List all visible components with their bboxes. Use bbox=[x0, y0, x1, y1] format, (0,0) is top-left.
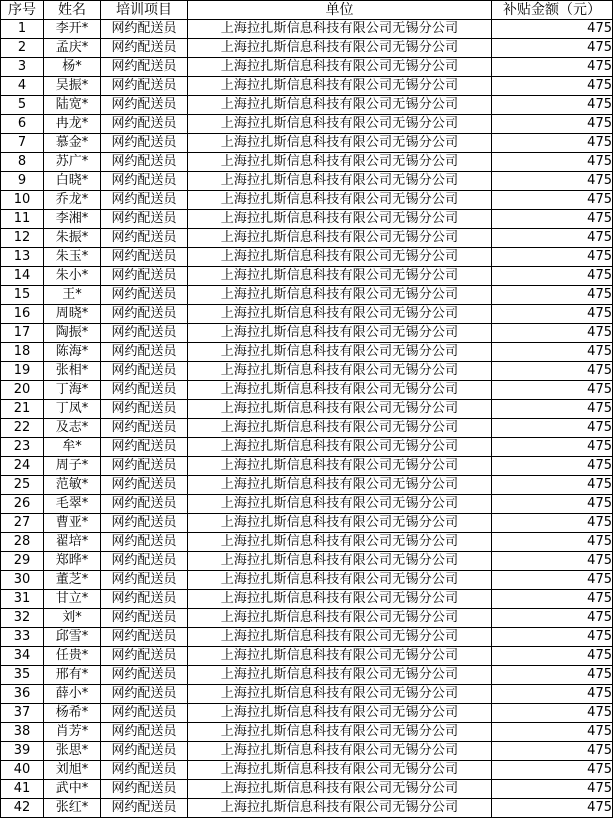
row-training-item: 网约配送员 bbox=[101, 115, 188, 134]
row-number: 4 bbox=[1, 77, 44, 96]
row-name: 冉龙* bbox=[44, 115, 101, 134]
table-row bbox=[1, 58, 613, 77]
row-training-item: 网约配送员 bbox=[101, 210, 188, 229]
row-unit: 上海拉扎斯信息科技有限公司无锡分公司 bbox=[188, 400, 492, 419]
table-row bbox=[1, 628, 613, 647]
table-row bbox=[1, 761, 613, 780]
row-name: 甘立* bbox=[44, 590, 101, 609]
header-item: 培训项目 bbox=[101, 1, 188, 20]
row-amount: 475 bbox=[492, 20, 613, 39]
row-training-item: 网约配送员 bbox=[101, 172, 188, 191]
row-unit: 上海拉扎斯信息科技有限公司无锡分公司 bbox=[188, 286, 492, 305]
row-training-item: 网约配送员 bbox=[101, 533, 188, 552]
row-name: 郑晔* bbox=[44, 552, 101, 571]
row-amount: 475 bbox=[492, 115, 613, 134]
table-row bbox=[1, 419, 613, 438]
row-name: 任贵* bbox=[44, 647, 101, 666]
row-unit: 上海拉扎斯信息科技有限公司无锡分公司 bbox=[188, 647, 492, 666]
row-amount: 475 bbox=[492, 628, 613, 647]
row-training-item: 网约配送员 bbox=[101, 685, 188, 704]
row-name: 毛翠* bbox=[44, 495, 101, 514]
row-unit: 上海拉扎斯信息科技有限公司无锡分公司 bbox=[188, 590, 492, 609]
row-unit: 上海拉扎斯信息科技有限公司无锡分公司 bbox=[188, 210, 492, 229]
table-row bbox=[1, 400, 613, 419]
row-unit: 上海拉扎斯信息科技有限公司无锡分公司 bbox=[188, 533, 492, 552]
row-training-item: 网约配送员 bbox=[101, 134, 188, 153]
row-number: 14 bbox=[1, 267, 44, 286]
table-row bbox=[1, 704, 613, 723]
row-name: 肖芳* bbox=[44, 723, 101, 742]
row-name: 王* bbox=[44, 286, 101, 305]
row-unit: 上海拉扎斯信息科技有限公司无锡分公司 bbox=[188, 343, 492, 362]
row-name: 牟* bbox=[44, 438, 101, 457]
row-number: 23 bbox=[1, 438, 44, 457]
header-no: 序号 bbox=[1, 1, 44, 20]
table-body bbox=[1, 20, 613, 818]
row-amount: 475 bbox=[492, 324, 613, 343]
row-unit: 上海拉扎斯信息科技有限公司无锡分公司 bbox=[188, 704, 492, 723]
row-unit: 上海拉扎斯信息科技有限公司无锡分公司 bbox=[188, 761, 492, 780]
row-amount: 475 bbox=[492, 134, 613, 153]
row-training-item: 网约配送员 bbox=[101, 799, 188, 818]
table-row bbox=[1, 20, 613, 39]
row-training-item: 网约配送员 bbox=[101, 666, 188, 685]
row-number: 37 bbox=[1, 704, 44, 723]
row-training-item: 网约配送员 bbox=[101, 495, 188, 514]
row-amount: 475 bbox=[492, 476, 613, 495]
table-row bbox=[1, 248, 613, 267]
row-name: 张红* bbox=[44, 799, 101, 818]
row-name: 丁凤* bbox=[44, 400, 101, 419]
row-training-item: 网约配送员 bbox=[101, 609, 188, 628]
row-name: 张相* bbox=[44, 362, 101, 381]
row-unit: 上海拉扎斯信息科技有限公司无锡分公司 bbox=[188, 571, 492, 590]
row-training-item: 网约配送员 bbox=[101, 58, 188, 77]
row-amount: 475 bbox=[492, 96, 613, 115]
row-name: 朱小* bbox=[44, 267, 101, 286]
row-name: 李开* bbox=[44, 20, 101, 39]
table-row bbox=[1, 666, 613, 685]
row-amount: 475 bbox=[492, 533, 613, 552]
row-number: 38 bbox=[1, 723, 44, 742]
row-name: 周子* bbox=[44, 457, 101, 476]
row-number: 1 bbox=[1, 20, 44, 39]
row-name: 杨* bbox=[44, 58, 101, 77]
row-amount: 475 bbox=[492, 305, 613, 324]
header-name: 姓名 bbox=[44, 1, 101, 20]
row-unit: 上海拉扎斯信息科技有限公司无锡分公司 bbox=[188, 457, 492, 476]
row-name: 吴振* bbox=[44, 77, 101, 96]
row-amount: 475 bbox=[492, 419, 613, 438]
table-row bbox=[1, 343, 613, 362]
row-training-item: 网约配送员 bbox=[101, 324, 188, 343]
row-amount: 475 bbox=[492, 666, 613, 685]
row-training-item: 网约配送员 bbox=[101, 381, 188, 400]
row-amount: 475 bbox=[492, 514, 613, 533]
row-unit: 上海拉扎斯信息科技有限公司无锡分公司 bbox=[188, 172, 492, 191]
row-amount: 475 bbox=[492, 799, 613, 818]
row-name: 周晓* bbox=[44, 305, 101, 324]
table-row bbox=[1, 514, 613, 533]
row-training-item: 网约配送员 bbox=[101, 571, 188, 590]
row-unit: 上海拉扎斯信息科技有限公司无锡分公司 bbox=[188, 20, 492, 39]
row-number: 33 bbox=[1, 628, 44, 647]
row-training-item: 网约配送员 bbox=[101, 20, 188, 39]
row-amount: 475 bbox=[492, 685, 613, 704]
row-number: 34 bbox=[1, 647, 44, 666]
table-row bbox=[1, 134, 613, 153]
row-unit: 上海拉扎斯信息科技有限公司无锡分公司 bbox=[188, 780, 492, 799]
row-training-item: 网约配送员 bbox=[101, 400, 188, 419]
table-row bbox=[1, 381, 613, 400]
table-row bbox=[1, 647, 613, 666]
row-amount: 475 bbox=[492, 647, 613, 666]
row-amount: 475 bbox=[492, 191, 613, 210]
table-row bbox=[1, 476, 613, 495]
row-unit: 上海拉扎斯信息科技有限公司无锡分公司 bbox=[188, 495, 492, 514]
row-number: 27 bbox=[1, 514, 44, 533]
table-row bbox=[1, 742, 613, 761]
row-name: 陈海* bbox=[44, 343, 101, 362]
row-number: 3 bbox=[1, 58, 44, 77]
row-training-item: 网约配送员 bbox=[101, 362, 188, 381]
row-training-item: 网约配送员 bbox=[101, 476, 188, 495]
row-name: 刘* bbox=[44, 609, 101, 628]
table-row bbox=[1, 39, 613, 58]
table-row bbox=[1, 115, 613, 134]
row-training-item: 网约配送员 bbox=[101, 761, 188, 780]
header-unit: 单位 bbox=[188, 1, 492, 20]
row-training-item: 网约配送员 bbox=[101, 305, 188, 324]
row-name: 陆宽* bbox=[44, 96, 101, 115]
table-row bbox=[1, 457, 613, 476]
row-name: 邱雪* bbox=[44, 628, 101, 647]
row-unit: 上海拉扎斯信息科技有限公司无锡分公司 bbox=[188, 514, 492, 533]
table-row bbox=[1, 362, 613, 381]
row-amount: 475 bbox=[492, 742, 613, 761]
row-unit: 上海拉扎斯信息科技有限公司无锡分公司 bbox=[188, 324, 492, 343]
row-number: 2 bbox=[1, 39, 44, 58]
row-amount: 475 bbox=[492, 723, 613, 742]
row-training-item: 网约配送员 bbox=[101, 704, 188, 723]
row-number: 22 bbox=[1, 419, 44, 438]
row-training-item: 网约配送员 bbox=[101, 96, 188, 115]
row-amount: 475 bbox=[492, 248, 613, 267]
row-number: 42 bbox=[1, 799, 44, 818]
row-name: 丁海* bbox=[44, 381, 101, 400]
row-training-item: 网约配送员 bbox=[101, 514, 188, 533]
row-training-item: 网约配送员 bbox=[101, 267, 188, 286]
row-unit: 上海拉扎斯信息科技有限公司无锡分公司 bbox=[188, 248, 492, 267]
row-training-item: 网约配送员 bbox=[101, 191, 188, 210]
row-amount: 475 bbox=[492, 267, 613, 286]
row-number: 5 bbox=[1, 96, 44, 115]
row-name: 刘旭* bbox=[44, 761, 101, 780]
row-training-item: 网约配送员 bbox=[101, 419, 188, 438]
row-training-item: 网约配送员 bbox=[101, 153, 188, 172]
row-unit: 上海拉扎斯信息科技有限公司无锡分公司 bbox=[188, 134, 492, 153]
row-unit: 上海拉扎斯信息科技有限公司无锡分公司 bbox=[188, 229, 492, 248]
table-row bbox=[1, 552, 613, 571]
row-number: 12 bbox=[1, 229, 44, 248]
row-number: 8 bbox=[1, 153, 44, 172]
table-row bbox=[1, 685, 613, 704]
row-number: 9 bbox=[1, 172, 44, 191]
row-amount: 475 bbox=[492, 343, 613, 362]
row-training-item: 网约配送员 bbox=[101, 590, 188, 609]
row-number: 40 bbox=[1, 761, 44, 780]
row-number: 18 bbox=[1, 343, 44, 362]
row-amount: 475 bbox=[492, 704, 613, 723]
row-training-item: 网约配送员 bbox=[101, 457, 188, 476]
row-name: 陶振* bbox=[44, 324, 101, 343]
row-number: 41 bbox=[1, 780, 44, 799]
row-unit: 上海拉扎斯信息科技有限公司无锡分公司 bbox=[188, 419, 492, 438]
header-row bbox=[1, 1, 613, 20]
row-name: 朱玉* bbox=[44, 248, 101, 267]
row-amount: 475 bbox=[492, 457, 613, 476]
row-number: 25 bbox=[1, 476, 44, 495]
table-row bbox=[1, 438, 613, 457]
table-row bbox=[1, 210, 613, 229]
row-name: 朱振* bbox=[44, 229, 101, 248]
row-amount: 475 bbox=[492, 552, 613, 571]
row-unit: 上海拉扎斯信息科技有限公司无锡分公司 bbox=[188, 609, 492, 628]
row-name: 曹亚* bbox=[44, 514, 101, 533]
table-row bbox=[1, 799, 613, 818]
table-row bbox=[1, 571, 613, 590]
row-name: 翟培* bbox=[44, 533, 101, 552]
row-number: 11 bbox=[1, 210, 44, 229]
row-name: 范敏* bbox=[44, 476, 101, 495]
row-number: 29 bbox=[1, 552, 44, 571]
row-training-item: 网约配送员 bbox=[101, 552, 188, 571]
table-row bbox=[1, 172, 613, 191]
row-amount: 475 bbox=[492, 210, 613, 229]
row-number: 39 bbox=[1, 742, 44, 761]
row-unit: 上海拉扎斯信息科技有限公司无锡分公司 bbox=[188, 39, 492, 58]
row-unit: 上海拉扎斯信息科技有限公司无锡分公司 bbox=[188, 58, 492, 77]
table-row bbox=[1, 267, 613, 286]
row-number: 24 bbox=[1, 457, 44, 476]
row-number: 30 bbox=[1, 571, 44, 590]
row-number: 17 bbox=[1, 324, 44, 343]
row-training-item: 网约配送员 bbox=[101, 723, 188, 742]
row-name: 薛小* bbox=[44, 685, 101, 704]
row-number: 16 bbox=[1, 305, 44, 324]
row-name: 杨希* bbox=[44, 704, 101, 723]
row-unit: 上海拉扎斯信息科技有限公司无锡分公司 bbox=[188, 305, 492, 324]
row-name: 慕金* bbox=[44, 134, 101, 153]
row-training-item: 网约配送员 bbox=[101, 780, 188, 799]
row-amount: 475 bbox=[492, 571, 613, 590]
row-amount: 475 bbox=[492, 286, 613, 305]
table-row bbox=[1, 780, 613, 799]
row-name: 苏广* bbox=[44, 153, 101, 172]
table-row bbox=[1, 324, 613, 343]
row-training-item: 网约配送员 bbox=[101, 343, 188, 362]
row-training-item: 网约配送员 bbox=[101, 628, 188, 647]
row-training-item: 网约配送员 bbox=[101, 77, 188, 96]
row-unit: 上海拉扎斯信息科技有限公司无锡分公司 bbox=[188, 77, 492, 96]
row-number: 26 bbox=[1, 495, 44, 514]
row-number: 6 bbox=[1, 115, 44, 134]
row-amount: 475 bbox=[492, 362, 613, 381]
row-amount: 475 bbox=[492, 58, 613, 77]
row-amount: 475 bbox=[492, 780, 613, 799]
row-unit: 上海拉扎斯信息科技有限公司无锡分公司 bbox=[188, 115, 492, 134]
table-row bbox=[1, 533, 613, 552]
table-row bbox=[1, 153, 613, 172]
row-amount: 475 bbox=[492, 381, 613, 400]
table-row bbox=[1, 77, 613, 96]
row-unit: 上海拉扎斯信息科技有限公司无锡分公司 bbox=[188, 267, 492, 286]
row-unit: 上海拉扎斯信息科技有限公司无锡分公司 bbox=[188, 742, 492, 761]
row-unit: 上海拉扎斯信息科技有限公司无锡分公司 bbox=[188, 476, 492, 495]
row-unit: 上海拉扎斯信息科技有限公司无锡分公司 bbox=[188, 381, 492, 400]
table-row bbox=[1, 723, 613, 742]
row-number: 21 bbox=[1, 400, 44, 419]
row-number: 19 bbox=[1, 362, 44, 381]
row-unit: 上海拉扎斯信息科技有限公司无锡分公司 bbox=[188, 799, 492, 818]
row-amount: 475 bbox=[492, 761, 613, 780]
row-name: 邢有* bbox=[44, 666, 101, 685]
row-unit: 上海拉扎斯信息科技有限公司无锡分公司 bbox=[188, 723, 492, 742]
row-training-item: 网约配送员 bbox=[101, 286, 188, 305]
table-row bbox=[1, 96, 613, 115]
row-number: 36 bbox=[1, 685, 44, 704]
row-amount: 475 bbox=[492, 172, 613, 191]
row-name: 及志* bbox=[44, 419, 101, 438]
table-row bbox=[1, 590, 613, 609]
row-unit: 上海拉扎斯信息科技有限公司无锡分公司 bbox=[188, 685, 492, 704]
row-number: 7 bbox=[1, 134, 44, 153]
row-number: 20 bbox=[1, 381, 44, 400]
row-amount: 475 bbox=[492, 39, 613, 58]
row-number: 10 bbox=[1, 191, 44, 210]
row-name: 白晓* bbox=[44, 172, 101, 191]
table-row bbox=[1, 495, 613, 514]
row-amount: 475 bbox=[492, 495, 613, 514]
row-amount: 475 bbox=[492, 153, 613, 172]
row-unit: 上海拉扎斯信息科技有限公司无锡分公司 bbox=[188, 666, 492, 685]
row-training-item: 网约配送员 bbox=[101, 248, 188, 267]
row-unit: 上海拉扎斯信息科技有限公司无锡分公司 bbox=[188, 153, 492, 172]
row-unit: 上海拉扎斯信息科技有限公司无锡分公司 bbox=[188, 628, 492, 647]
row-amount: 475 bbox=[492, 590, 613, 609]
row-training-item: 网约配送员 bbox=[101, 742, 188, 761]
row-amount: 475 bbox=[492, 609, 613, 628]
table-row bbox=[1, 609, 613, 628]
table-row bbox=[1, 305, 613, 324]
row-unit: 上海拉扎斯信息科技有限公司无锡分公司 bbox=[188, 191, 492, 210]
row-name: 董芝* bbox=[44, 571, 101, 590]
row-number: 35 bbox=[1, 666, 44, 685]
row-amount: 475 bbox=[492, 400, 613, 419]
row-training-item: 网约配送员 bbox=[101, 39, 188, 58]
row-number: 31 bbox=[1, 590, 44, 609]
row-amount: 475 bbox=[492, 229, 613, 248]
row-name: 张思* bbox=[44, 742, 101, 761]
header-amount: 补贴金额（元） bbox=[492, 1, 613, 20]
row-name: 武中* bbox=[44, 780, 101, 799]
row-number: 28 bbox=[1, 533, 44, 552]
row-unit: 上海拉扎斯信息科技有限公司无锡分公司 bbox=[188, 438, 492, 457]
row-training-item: 网约配送员 bbox=[101, 438, 188, 457]
row-number: 15 bbox=[1, 286, 44, 305]
row-name: 孟庆* bbox=[44, 39, 101, 58]
row-number: 13 bbox=[1, 248, 44, 267]
row-number: 32 bbox=[1, 609, 44, 628]
row-training-item: 网约配送员 bbox=[101, 229, 188, 248]
row-unit: 上海拉扎斯信息科技有限公司无锡分公司 bbox=[188, 96, 492, 115]
row-amount: 475 bbox=[492, 438, 613, 457]
row-unit: 上海拉扎斯信息科技有限公司无锡分公司 bbox=[188, 552, 492, 571]
row-name: 李湘* bbox=[44, 210, 101, 229]
table-row bbox=[1, 229, 613, 248]
table-row bbox=[1, 286, 613, 305]
row-training-item: 网约配送员 bbox=[101, 647, 188, 666]
row-name: 乔龙* bbox=[44, 191, 101, 210]
table-row bbox=[1, 191, 613, 210]
row-unit: 上海拉扎斯信息科技有限公司无锡分公司 bbox=[188, 362, 492, 381]
row-amount: 475 bbox=[492, 77, 613, 96]
